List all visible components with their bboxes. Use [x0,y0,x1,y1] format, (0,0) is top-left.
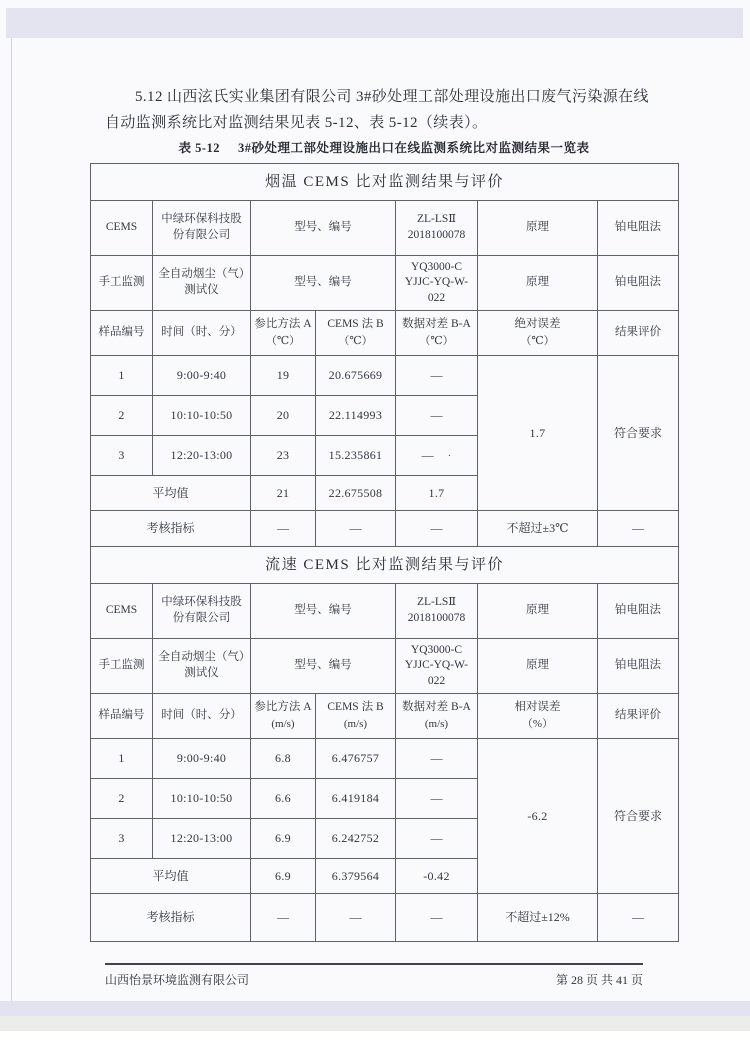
column-unit: (m/s) [343,718,368,731]
assessment-result-cell: — [598,511,679,547]
section2-header-row [91,694,679,739]
column-header-result: 结果评价 [598,311,679,356]
section1-title-row [91,164,679,201]
assessment-diff-cell: — [396,511,478,547]
column-header-error: 绝对误差 （℃） [478,311,598,356]
vendor-cell: 全自动烟尘（气）测试仪 [153,639,251,694]
column-header-ref: 参比方法 A （℃） [251,311,316,356]
cems-value-cell: 15.235861 [316,436,396,476]
column-header-time: 时间（时、分） [153,311,251,356]
cems-value-cell: 22.114993 [316,396,396,436]
section2-manual-equipment-row [91,639,679,694]
serial-number: 2018100078 [407,229,466,241]
assessment-ref-cell: — [251,511,316,547]
cems-value-cell: 6.476757 [316,739,396,779]
column-unit: (m/s) [271,718,295,731]
scan-artifact-dot: · [447,450,452,463]
time-cell: 9:00-9:40 [153,739,251,779]
average-label-cell: 平均值 [91,476,251,511]
section2-title: 流速 CEMS 比对监测结果与评价 [91,547,679,584]
column-unit: （℃） [338,335,373,348]
section2-title-row [91,547,679,584]
cems-value-cell: 6.242752 [316,819,396,859]
time-cell: 9:00-9:40 [153,356,251,396]
principle-value-cell: 铂电阻法 [598,584,679,639]
sample-number-cell: 3 [91,436,153,476]
model-number: ZL-LSⅡ [416,213,457,226]
column-header-result: 结果评价 [598,694,679,739]
scan-artifact-left-line [11,38,12,1001]
average-cems-cell: 22.675508 [316,476,396,511]
column-header-sample: 样品编号 [91,311,153,356]
principle-value-cell: 铂电阻法 [598,639,679,694]
assessment-ref-cell: — [251,894,316,942]
ref-value-cell: 6.8 [251,739,316,779]
section1-manual-equipment-row [91,256,679,311]
vendor-cell: 全自动烟尘（气）测试仪 [153,256,251,311]
section1-header-row [91,311,679,356]
principle-label-cell: 原理 [478,584,598,639]
serial-number: YJJC-YQ-W-022 [404,659,469,687]
average-ref-cell: 21 [251,476,316,511]
sample-number-cell: 1 [91,356,153,396]
time-cell: 10:10-10:50 [153,396,251,436]
column-header-diff: 数据对差 B-A (m/s) [396,694,478,739]
column-unit: （℃） [520,335,555,348]
principle-label-cell: 原理 [478,256,598,311]
serial-number: 2018100078 [407,612,466,624]
diff-value-cell: — [396,739,478,779]
column-unit: （%） [521,718,554,731]
scan-artifact-bottom-band [0,1016,750,1031]
average-ref-cell: 6.9 [251,859,316,894]
column-unit: （℃） [419,335,454,348]
diff-value-cell: — · [396,436,478,476]
table-caption [90,138,678,156]
assessment-label-cell: 考核指标 [91,511,251,547]
cems-value-cell: 20.675669 [316,356,396,396]
assessment-result-cell: — [598,894,679,942]
column-header-cems: CEMS 法 B （℃） [316,311,396,356]
model-number: ZL-LSⅡ [416,596,457,609]
sample-number-cell: 2 [91,396,153,436]
error-merged-cell: -6.2 [478,739,598,894]
principle-value-cell: 铂电阻法 [598,201,679,256]
sample-number-cell: 3 [91,819,153,859]
section2-assessment-row [91,894,679,942]
sample-number-cell: 2 [91,779,153,819]
ref-value-cell: 6.6 [251,779,316,819]
time-cell: 10:10-10:50 [153,779,251,819]
diff-value-cell: — [396,779,478,819]
intro-paragraph [105,84,650,137]
average-cems-cell: 6.379564 [316,859,396,894]
assessment-limit-cell: 不超过±3℃ [478,511,598,547]
section2-data-row-1 [91,739,679,779]
scan-artifact-top-band [6,8,743,38]
time-cell: 12:20-13:00 [153,819,251,859]
column-header-ref: 参比方法 A (m/s) [251,694,316,739]
cems-value-cell: 6.419184 [316,779,396,819]
model-serial-cell [396,201,478,256]
model-label-cell: 型号、编号 [251,639,396,694]
comparison-results-table [90,163,679,942]
sample-number-cell: 1 [91,739,153,779]
serial-number: YJJC-YQ-W-022 [404,276,469,304]
column-unit: （℃） [265,335,301,348]
section1-assessment-row [91,511,679,547]
model-number: YQ3000-C [410,643,463,656]
evaluation-merged-cell: 符合要求 [598,739,679,894]
table-caption-title: 3#砂处理工部处理设施出口在线监测系统比对监测结果一览表 [238,141,590,155]
principle-label-cell: 原理 [478,639,598,694]
column-header-sample: 样品编号 [91,694,153,739]
assessment-label-cell: 考核指标 [91,894,251,942]
intro-line: 5.12 山西泫氏实业集团有限公司 3#砂处理工部处理设施出口废气污染源在线 [135,89,649,105]
section1-data-row-1 [91,356,679,396]
footer-company: 山西怡景环境监测有限公司 [105,973,250,987]
intro-line: 自动监测系统比对监测结果见表 5-12、表 5-12（续表）。 [105,115,488,132]
model-serial-cell [396,256,478,311]
diff-value-cell: — [396,356,478,396]
column-unit: (m/s) [424,718,449,731]
time-cell: 12:20-13:00 [153,436,251,476]
average-diff-cell: 1.7 [396,476,478,511]
diff-value-cell: — [396,396,478,436]
table-caption-number: 表 5-12 [178,141,221,155]
section1-title: 烟温 CEMS 比对监测结果与评价 [91,164,679,201]
error-merged-cell: 1.7 [478,356,598,511]
principle-value-cell: 铂电阻法 [598,256,679,311]
average-label-cell: 平均值 [91,859,251,894]
ref-value-cell: 23 [251,436,316,476]
column-header-time: 时间（时、分） [153,694,251,739]
section2-cems-equipment-row [91,584,679,639]
principle-label-cell: 原理 [478,201,598,256]
assessment-cems-cell: — [316,894,396,942]
column-header-cems: CEMS 法 B (m/s) [316,694,396,739]
scan-artifact-bottom-band [0,1031,750,1061]
page-footer [105,963,643,988]
model-number: YQ3000-C [410,260,463,273]
ref-value-cell: 6.9 [251,819,316,859]
section1-cems-equipment-row [91,201,679,256]
model-serial-cell [396,639,478,694]
model-label-cell: 型号、编号 [251,256,396,311]
model-label-cell: 型号、编号 [251,201,396,256]
assessment-limit-cell: 不超过±12% [478,894,598,942]
diff-value-cell: — [396,819,478,859]
assessment-cems-cell: — [316,511,396,547]
average-diff-cell: -0.42 [396,859,478,894]
scan-artifact-bottom-band [0,1001,750,1016]
system-label-cell: 手工监测 [91,639,153,694]
model-serial-cell [396,584,478,639]
column-header-diff: 数据对差 B-A （℃） [396,311,478,356]
model-label-cell: 型号、编号 [251,584,396,639]
system-label-cell: CEMS [91,201,153,256]
column-header-error: 相对误差 （%） [478,694,598,739]
vendor-cell: 中绿环保科技股份有限公司 [153,201,251,256]
system-label-cell: CEMS [91,584,153,639]
system-label-cell: 手工监测 [91,256,153,311]
footer-page-number: 第 28 页 共 41 页 [555,973,643,987]
vendor-cell: 中绿环保科技股份有限公司 [153,584,251,639]
ref-value-cell: 20 [251,396,316,436]
ref-value-cell: 19 [251,356,316,396]
evaluation-merged-cell: 符合要求 [598,356,679,511]
assessment-diff-cell: — [396,894,478,942]
